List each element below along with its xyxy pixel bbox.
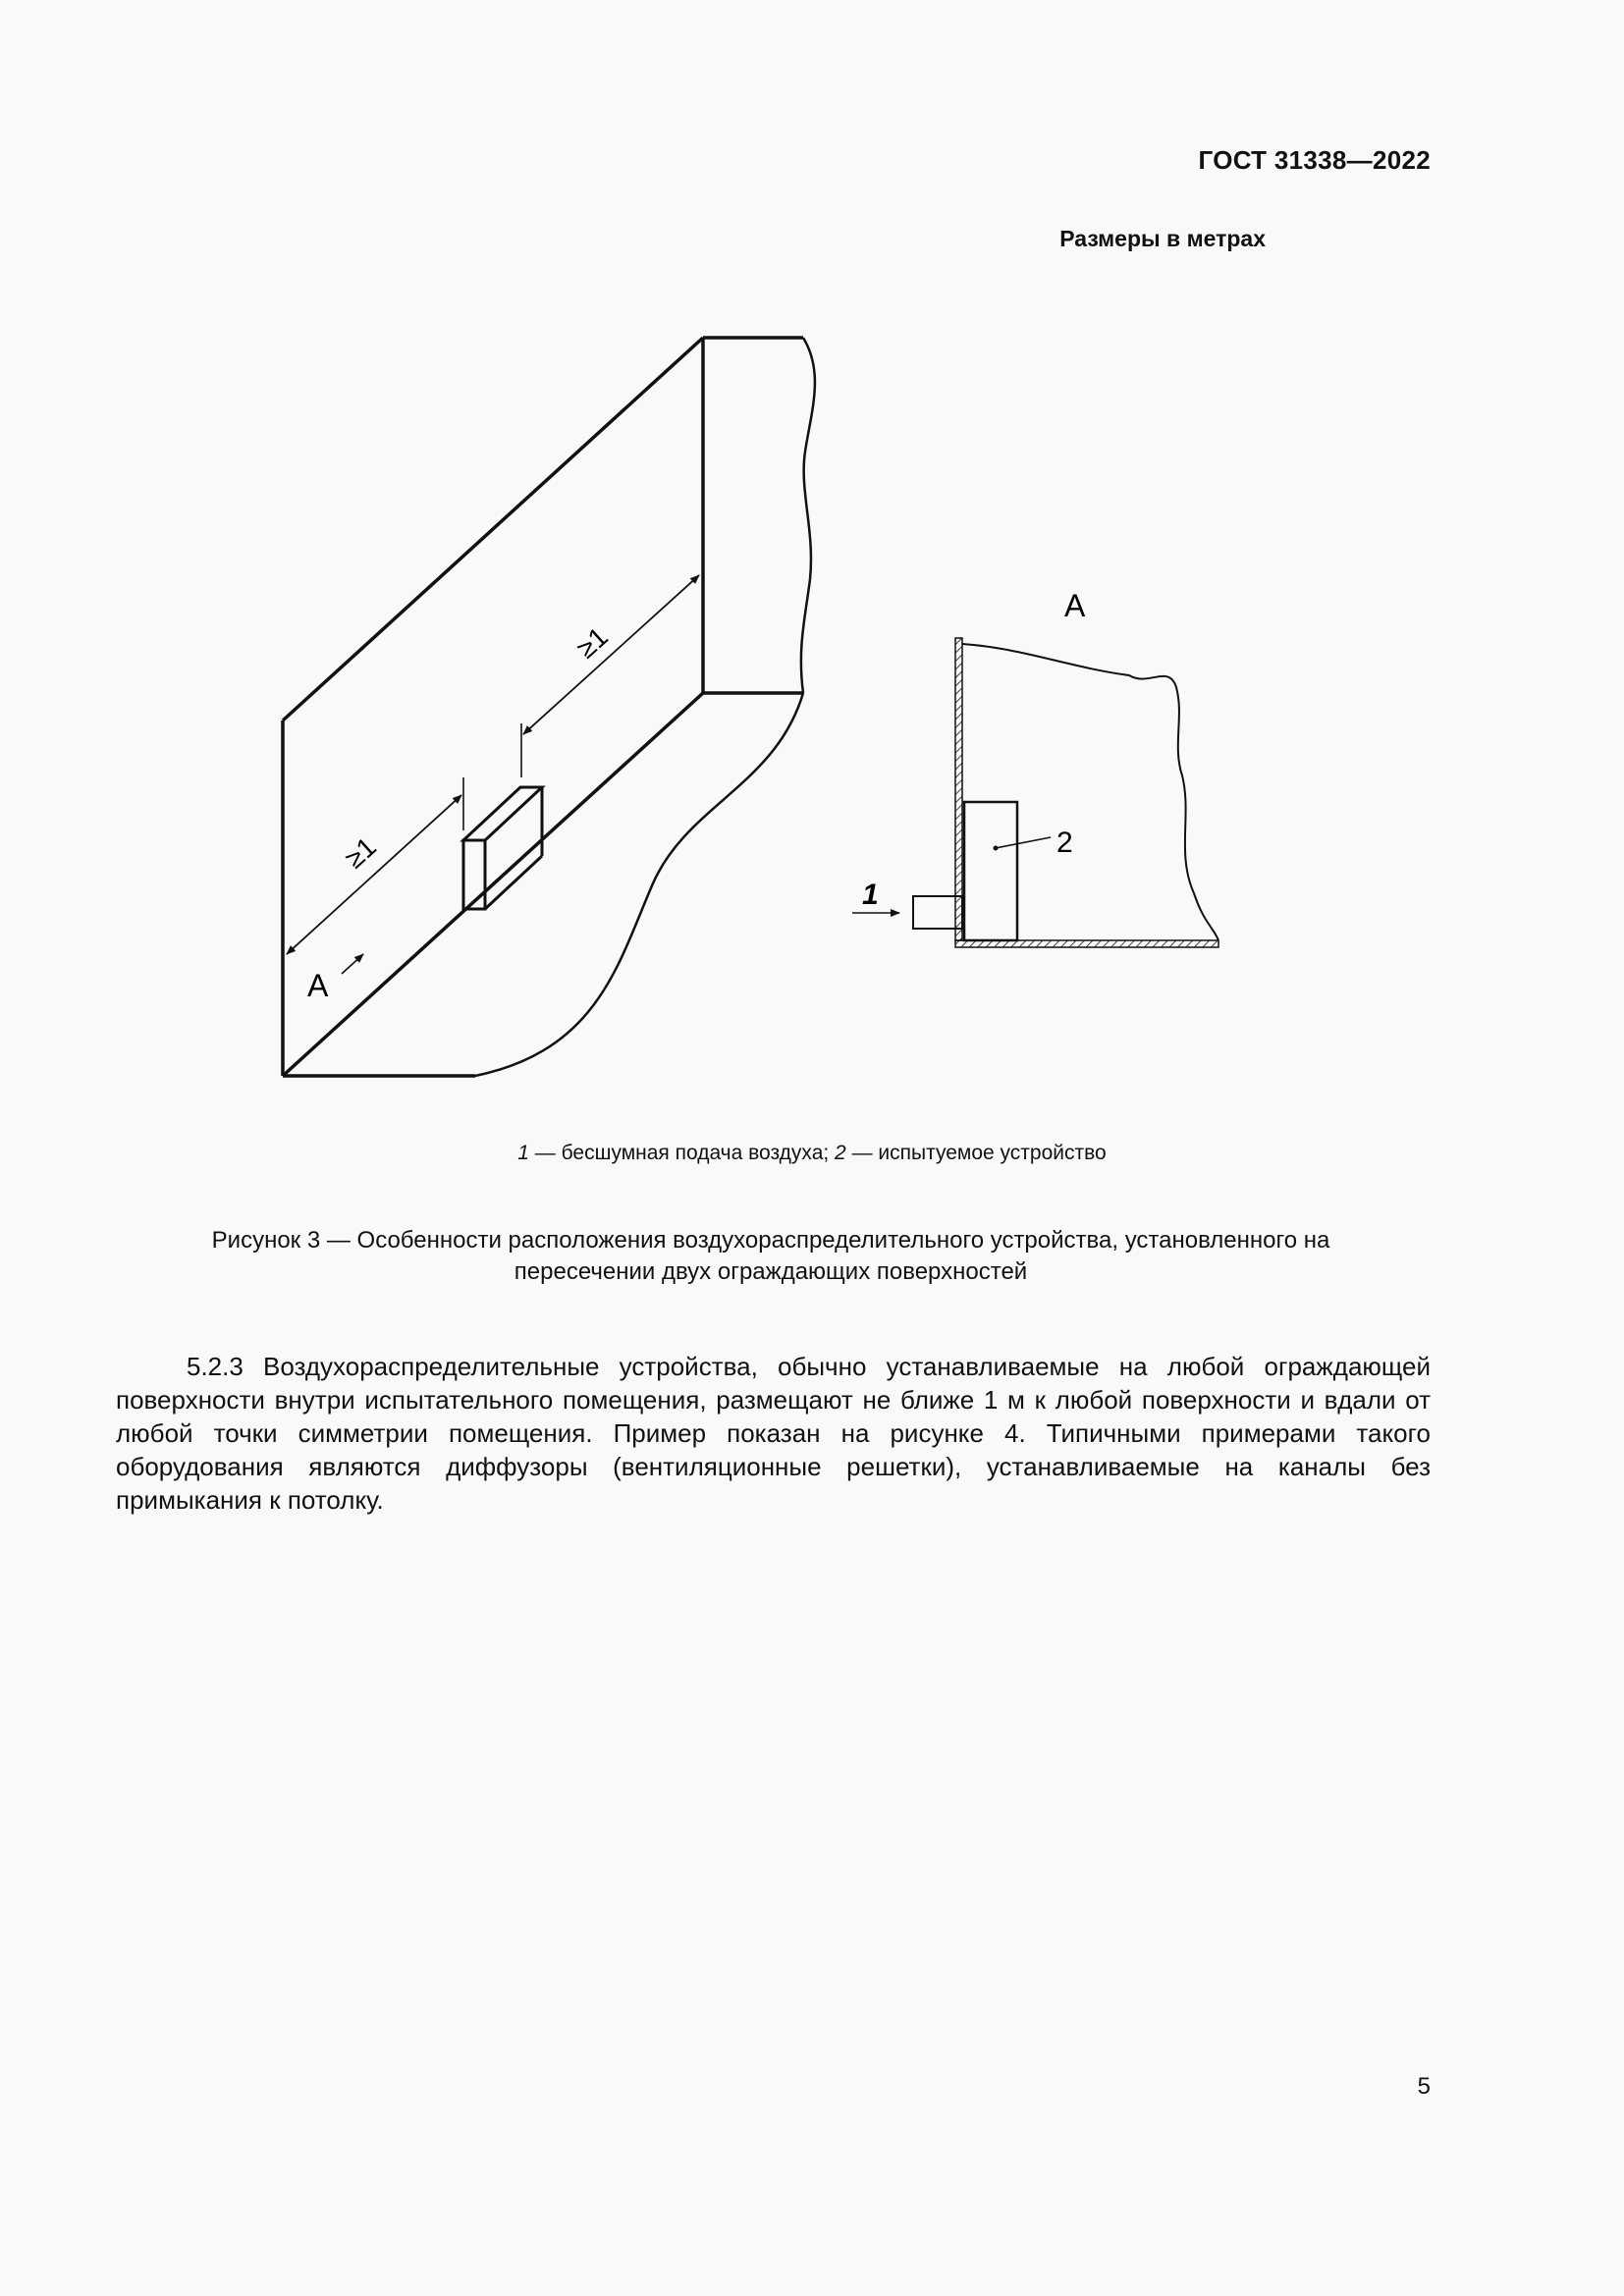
isometric-view xyxy=(283,338,815,1076)
page-number: 5 xyxy=(1417,2073,1431,2100)
legend-number-2: 2 xyxy=(835,1142,846,1164)
dim-label-left: ≥1 xyxy=(339,830,383,875)
legend-text-1: — бесшумная подача воздуха; xyxy=(528,1142,836,1164)
figure-3-drawing xyxy=(0,0,1624,1129)
dimensions-note: Размеры в метрах xyxy=(1059,226,1266,251)
dimension-lines xyxy=(287,575,699,974)
detail-view-a xyxy=(852,588,1218,947)
view-a-marker: А xyxy=(307,968,329,1003)
standard-id: ГОСТ 31338—2022 xyxy=(1198,145,1431,175)
legend-text-2: — испытуемое устройство xyxy=(845,1142,1107,1164)
detail-label-1: 1 xyxy=(862,879,879,911)
paragraph-5-2-3: 5.2.3 Воздухораспределительные устройства, обычно устанавливаемые на любой ограждающей поверхности внутри испытательного помещения, размещают не ближе 1 м к любой поверхности и вдали от любой точки симметрии помещения. Пример показан на рисунке 4. Типичными примерами такого оборудования являются диффузоры (вентиляционные решетки), устанавливаемые на каналы без примыкания к потолку. xyxy=(116,1352,1431,1515)
figure-legend xyxy=(0,1142,1624,1165)
detail-label-2: 2 xyxy=(1056,827,1073,859)
legend-number-1: 1 xyxy=(517,1142,529,1164)
dim-label-right: ≥1 xyxy=(570,620,615,665)
detail-view-a-title: А xyxy=(1064,588,1086,623)
figure-caption: Рисунок 3 — Особенности расположения воздухораспределительного устройства, установленного на пересечении двух ограждающих поверхностей xyxy=(211,1227,1330,1285)
device-box xyxy=(463,787,542,909)
